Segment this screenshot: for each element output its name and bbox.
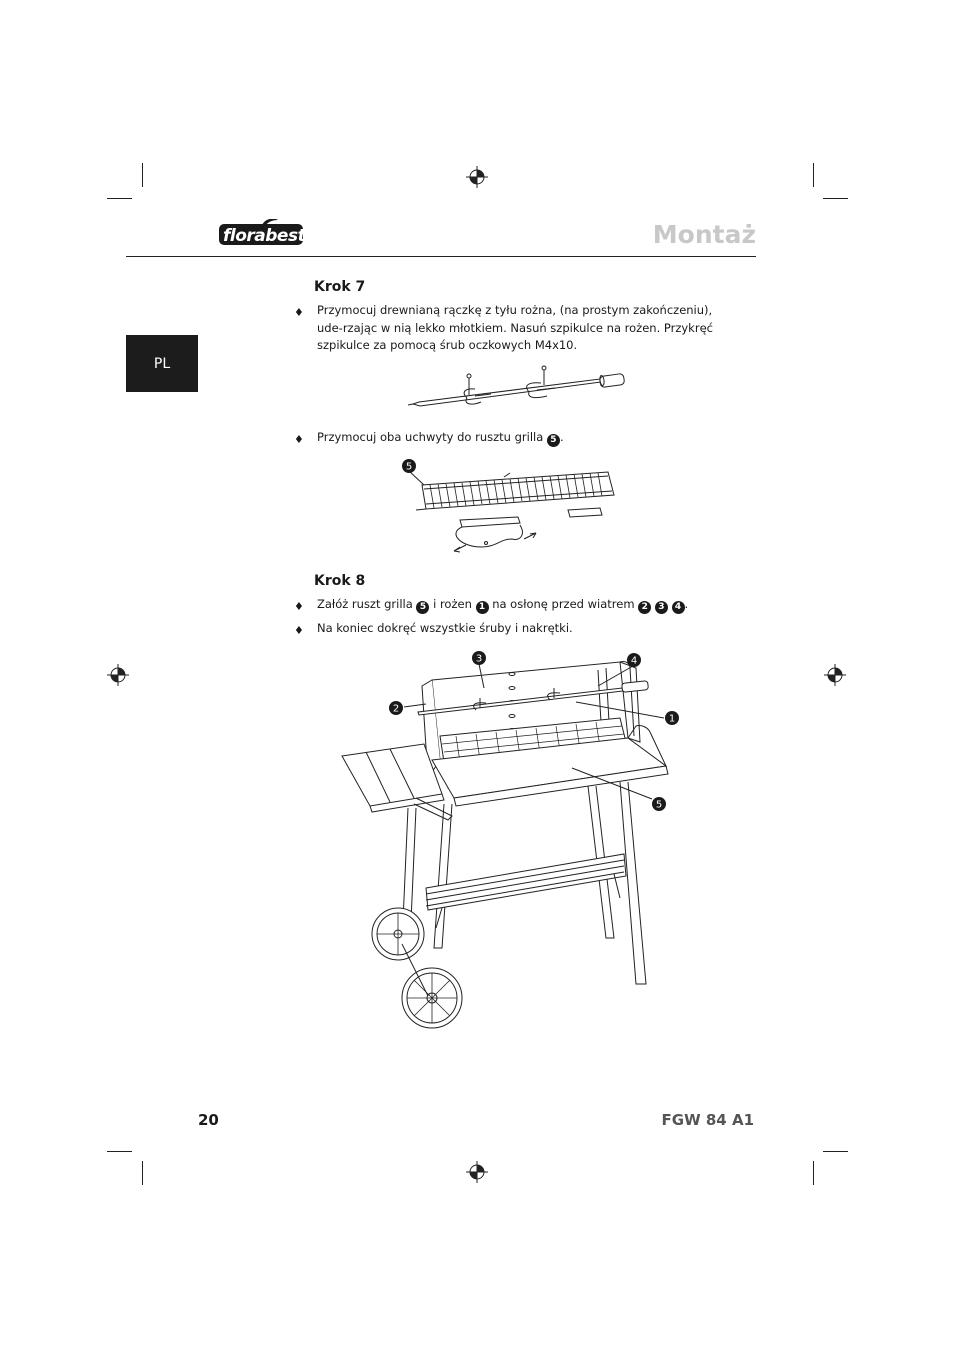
step7-bullet2 bbox=[317, 429, 737, 447]
callout-badge: 5 bbox=[547, 434, 560, 447]
crop-mark bbox=[813, 1161, 814, 1185]
step7-bullet1: Przymocuj drewnianą rączkę z tyłu rożna, (na prostym zakończeniu), ude-rzając w nią lekko młotkiem. Nasuń szpikulce na rożen. Przykręć szpikulce za pomocą śrub oczkowych M4x10. bbox=[317, 303, 713, 352]
step8-text: i rożen bbox=[433, 597, 472, 611]
step8-text: Załóż ruszt grilla bbox=[317, 597, 413, 611]
registration-mark-icon bbox=[466, 166, 488, 188]
header-divider bbox=[126, 256, 756, 257]
page-title: Montaż bbox=[652, 220, 756, 249]
step8-heading: Krok 8 bbox=[314, 573, 366, 589]
callout-label: 4 bbox=[630, 655, 638, 667]
callout-badge: 1 bbox=[476, 601, 489, 614]
crop-mark bbox=[142, 1161, 143, 1185]
callout-label: 1 bbox=[668, 713, 676, 725]
step8-bullet2: Na koniec dokręć wszystkie śruby i nakrętki. bbox=[317, 621, 573, 635]
callout-label: 5 bbox=[655, 799, 663, 811]
spit-figure bbox=[405, 362, 637, 412]
crop-mark bbox=[813, 163, 814, 187]
punctuation: . bbox=[684, 597, 689, 611]
callout-badge: 5 bbox=[416, 601, 429, 614]
language-tab-label: PL bbox=[153, 355, 171, 372]
callout-label: 3 bbox=[475, 653, 483, 665]
language-tab bbox=[126, 335, 198, 392]
callout-label: 2 bbox=[392, 703, 400, 715]
registration-mark-icon bbox=[824, 664, 846, 686]
crop-mark bbox=[823, 1151, 848, 1152]
grill-figure bbox=[336, 648, 686, 1033]
bullet-icon: ♦ bbox=[294, 306, 304, 319]
brand-logo bbox=[218, 219, 304, 247]
bullet-icon: ♦ bbox=[294, 433, 304, 446]
step8-bullet1 bbox=[317, 596, 757, 614]
page-number: 20 bbox=[198, 1111, 219, 1129]
brand-logo-text: florabest bbox=[223, 226, 306, 246]
crop-mark bbox=[107, 1151, 132, 1152]
crop-mark bbox=[142, 163, 143, 187]
callout-badge: 2 bbox=[638, 601, 651, 614]
bullet-icon: ♦ bbox=[294, 624, 304, 637]
callout-badge: 4 bbox=[672, 601, 685, 614]
model-number: FGW 84 A1 bbox=[661, 1111, 754, 1129]
callout-badge: 3 bbox=[655, 601, 668, 614]
registration-mark-icon bbox=[466, 1161, 488, 1183]
step7-heading: Krok 7 bbox=[314, 279, 366, 295]
step7-bullet2-text: Przymocuj oba uchwyty do rusztu grilla bbox=[317, 430, 544, 444]
crop-mark bbox=[107, 198, 132, 199]
callout-label: 5 bbox=[405, 461, 413, 473]
registration-mark-icon bbox=[107, 664, 129, 686]
grate-figure bbox=[400, 455, 630, 557]
punctuation: . bbox=[559, 430, 564, 444]
bullet-icon: ♦ bbox=[294, 600, 304, 613]
crop-mark bbox=[823, 198, 848, 199]
step8-text: na osłonę przed wiatrem bbox=[492, 597, 635, 611]
